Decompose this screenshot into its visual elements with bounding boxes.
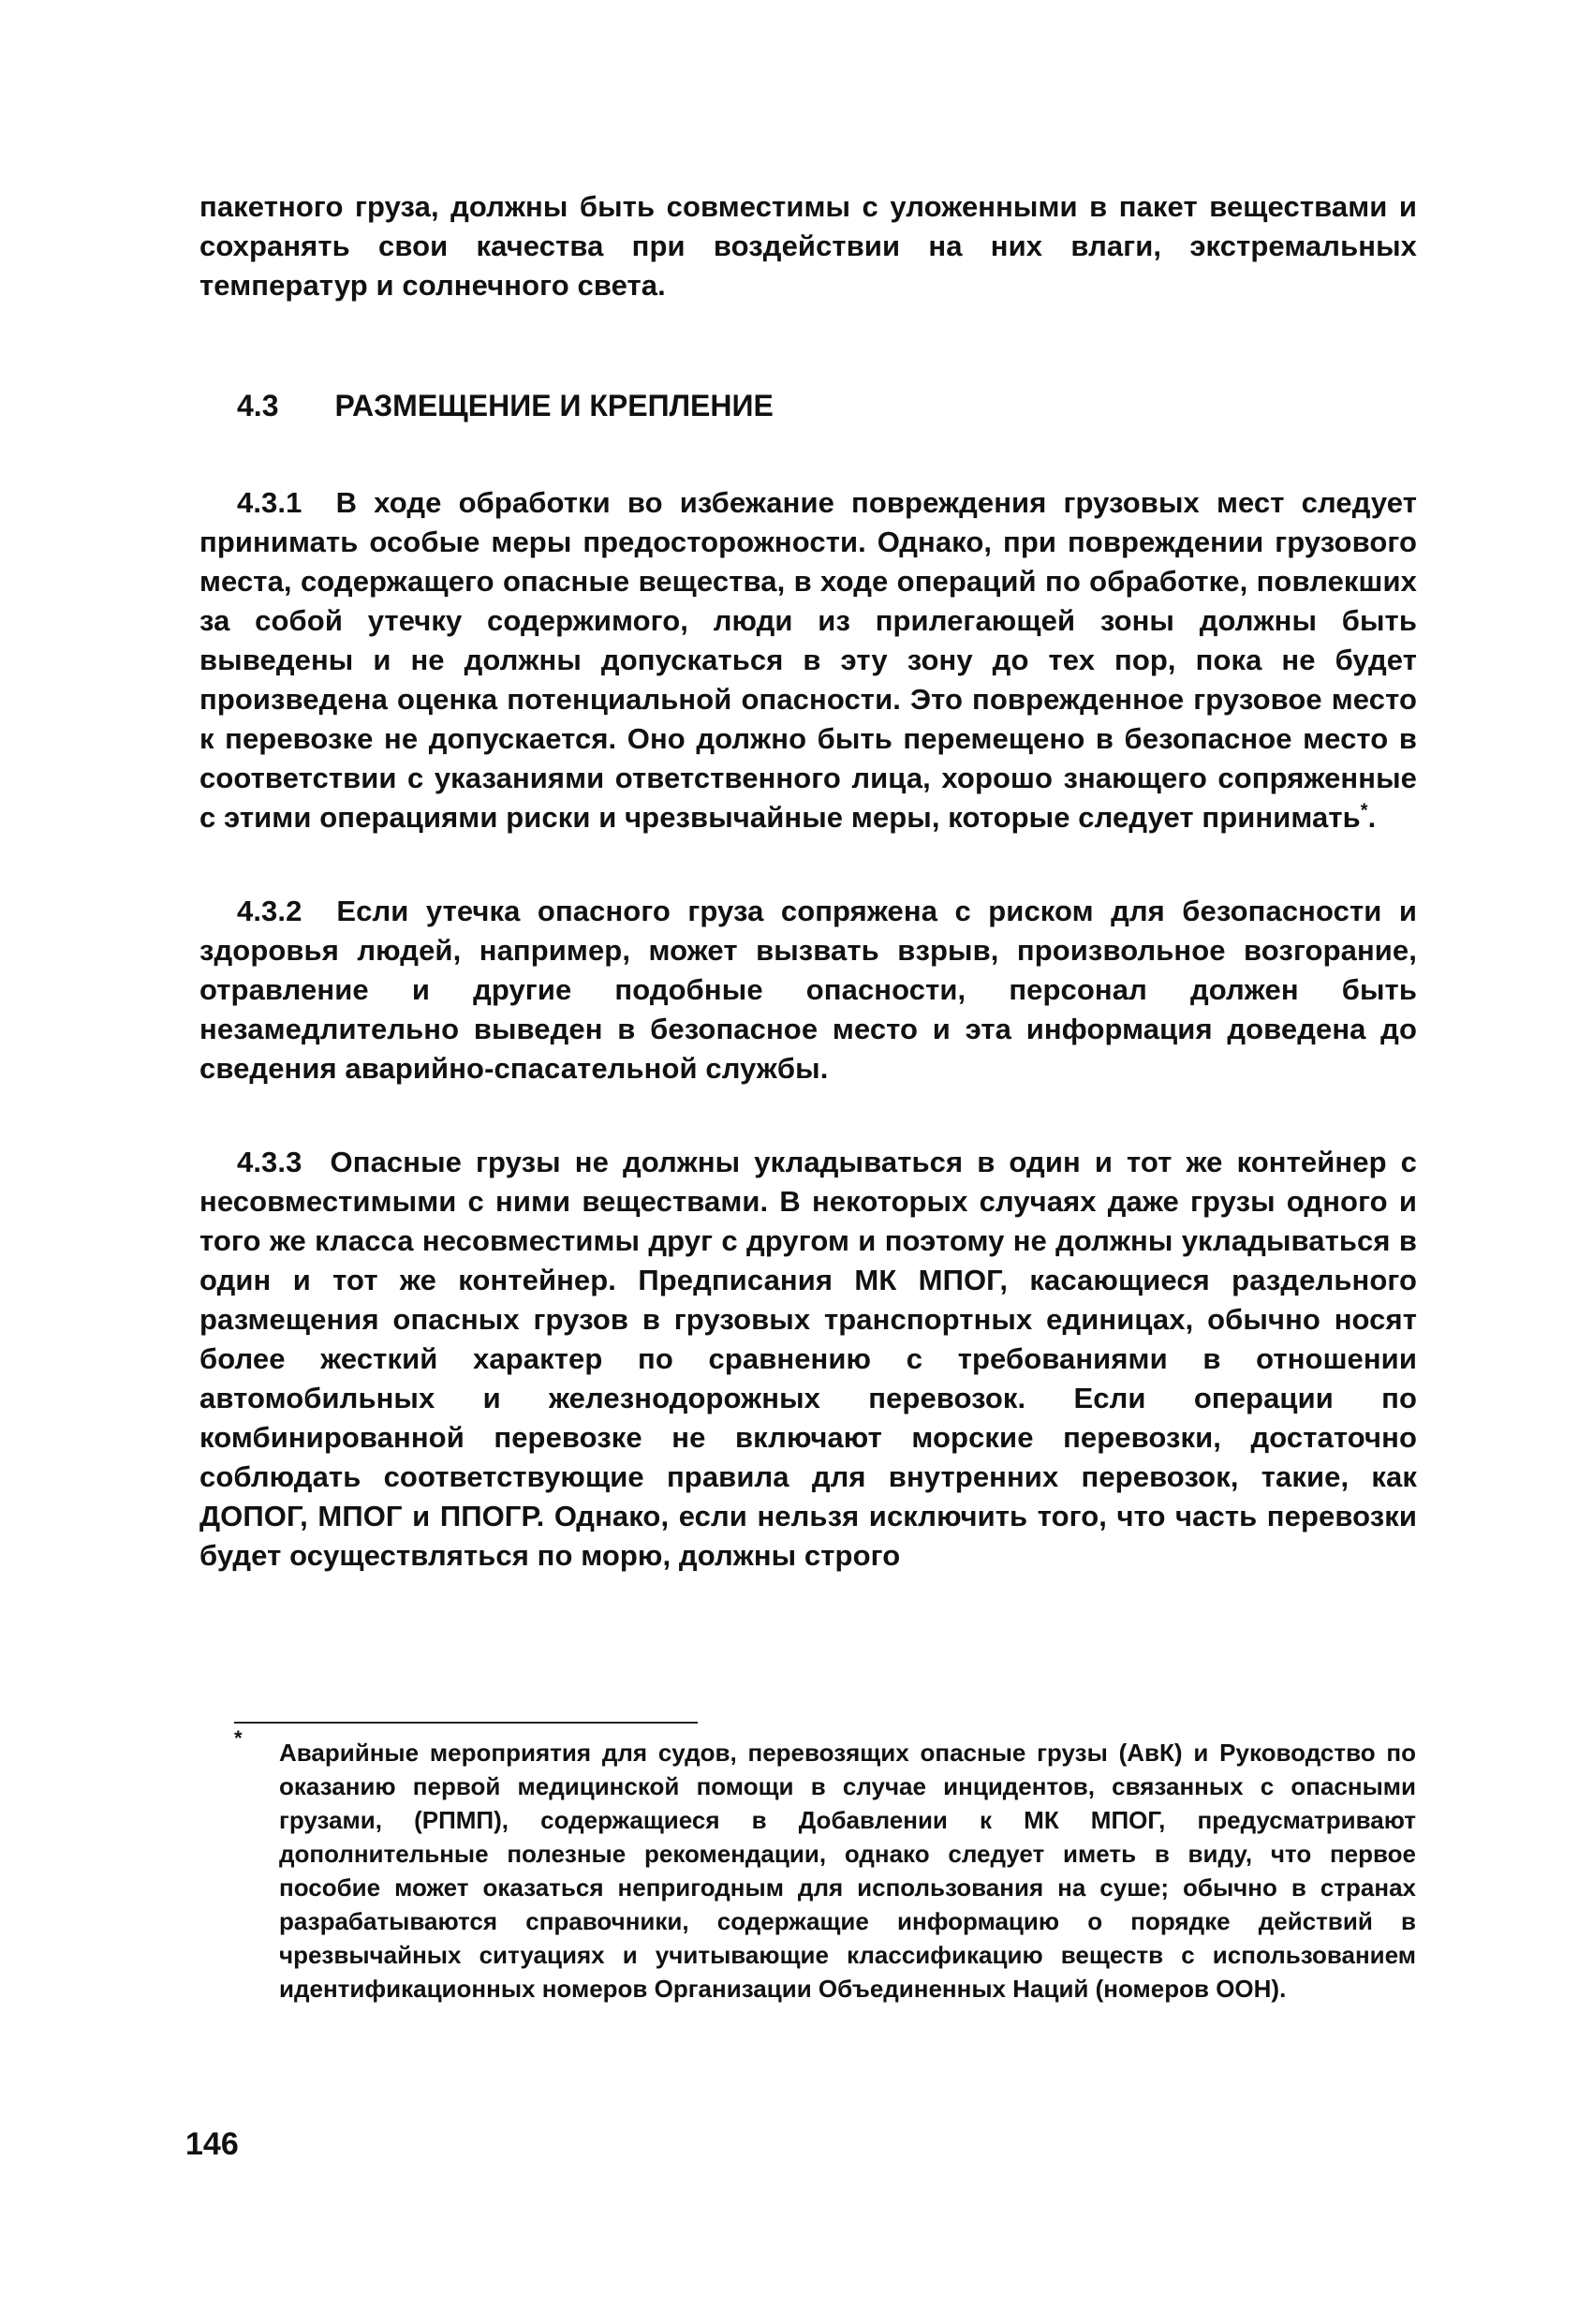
section-number: 4.3 [237, 389, 279, 422]
paragraph-text: Если утечка опасного груза сопряжена с риском для безопасности и здоровья людей, например, может вызвать взрыв, произвольное возгорание, отравление и другие подобные опасности, персонал должен быть незамедлительно выведен в безопасное место и эта информация доведена до сведения аварийно-спасательной службы. [199, 895, 1417, 1085]
paragraph-4-3-3 [199, 1143, 1417, 1576]
main-content [199, 187, 1417, 1576]
section-title: РАЗМЕЩЕНИЕ И КРЕПЛЕНИЕ [334, 389, 774, 422]
footnote-divider [234, 1722, 698, 1724]
paragraph-number: 4.3.1 [237, 486, 302, 519]
page-number: 146 [185, 2126, 239, 2162]
paragraph-4-3-2 [199, 892, 1417, 1088]
paragraph-4-3-1 [199, 483, 1417, 837]
paragraph-text: В ходе обработки во избежание повреждения грузовых мест следует принимать особые меры предосторожности. Однако, при повреждении грузового места, содержащего опасные вещества, в ходе операций по обработке, повлекших за собой утечку содержимого, люди из прилегающей зоны должны быть выведены и не должны допускаться в эту зону до тех пор, пока не будет произведена оценка потенциальной опасности. Это поврежденное грузовое место к перевозке не допускается. Оно должно быть перемещено в безопасное место в соответствии с указаниями ответственного лица, хорошо знающего сопряженные с этими операциями риски и чрезвычайные меры, которые следует принимать [199, 486, 1417, 834]
paragraph-number: 4.3.2 [237, 895, 302, 927]
footnote [234, 1736, 1416, 2006]
footnote-marker: * [234, 1726, 243, 1750]
paragraph-end: . [1367, 801, 1377, 834]
section-heading [199, 386, 1417, 425]
paragraph-text: Опасные грузы не должны укладываться в один и тот же контейнер с несовместимыми с ними веществами. В некоторых случаях даже грузы одного и того же класса несовместимы друг с другом и поэтому не должны укладываться в один и тот же контейнер. Предписания МК МПОГ, касающиеся раздельного размещения опасных грузов в грузовых транспортных единицах, обычно носят более жесткий характер по сравнению с требованиями в отношении автомобильных и железнодорожных перевозок. Если операции по комбинированной перевозке не включают морские перевозки, достаточно соблюдать соответствующие правила для внутренних перевозок, такие, как ДОПОГ, МПОГ и ППОГР. Однако, если нельзя исключить того, что часть перевозки будет осуществляться по морю, должны строго [199, 1146, 1417, 1572]
footnote-text: Аварийные мероприятия для судов, перевозящих опасные грузы (АвК) и Руководство по оказанию первой медицинской помощи в случае инцидентов, связанных с опасными грузами, (РПМП), содержащиеся в Добавлении к МК МПОГ, предусматривают дополнительные полезные рекомендации, однако следует иметь в виду, что первое пособие может оказаться непригодным для использования на суше; обычно в странах разрабатываются справочники, содержащие информацию о порядке действий в чрезвычайных ситуациях и учитывающие классификацию веществ с использованием идентификационных номеров Организации Объединенных Наций (номеров ООН). [279, 1739, 1416, 2003]
footnote-reference: * [1360, 800, 1368, 822]
intro-paragraph: пакетного груза, должны быть совместимы с уложенными в пакет веществами и сохранять свои качества при воздействии на них влаги, экстремальных температур и солнечного света. [199, 190, 1417, 302]
paragraph-number: 4.3.3 [237, 1146, 302, 1178]
